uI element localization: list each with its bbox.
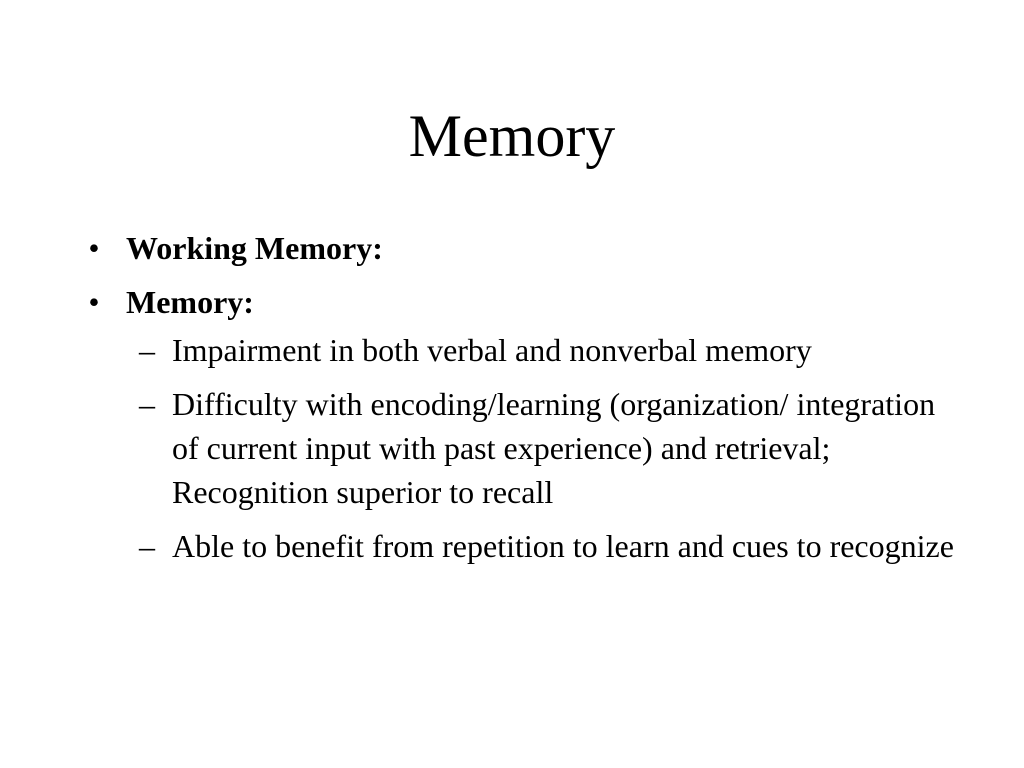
bullet-list	[82, 226, 962, 578]
bullet-dot-icon: •	[88, 230, 100, 266]
bullet-text: Working Memory:	[126, 230, 383, 266]
dash-icon: –	[139, 386, 155, 422]
sub-bullet-text: Able to benefit from repetition to learn and cues to recognize	[172, 528, 954, 564]
sub-bullet-item	[133, 382, 962, 514]
slide-title: Memory	[408, 103, 616, 169]
bullet-item-memory	[82, 280, 962, 568]
dash-icon: –	[139, 332, 155, 368]
sub-bullet-text: Difficulty with encoding/learning (organization/ integration of current input with past experience) and retrieval; Recognition superior to recall	[172, 386, 936, 510]
dash-icon: –	[139, 528, 155, 564]
bullet-text: Memory:	[126, 284, 254, 320]
sub-bullet-text: Impairment in both verbal and nonverbal memory	[172, 332, 812, 368]
bullet-dot-icon: •	[88, 284, 100, 320]
sub-bullet-item	[133, 328, 962, 372]
sub-bullet-item	[133, 524, 962, 568]
sub-bullet-list	[126, 328, 962, 568]
bullet-item-working-memory	[82, 226, 962, 270]
